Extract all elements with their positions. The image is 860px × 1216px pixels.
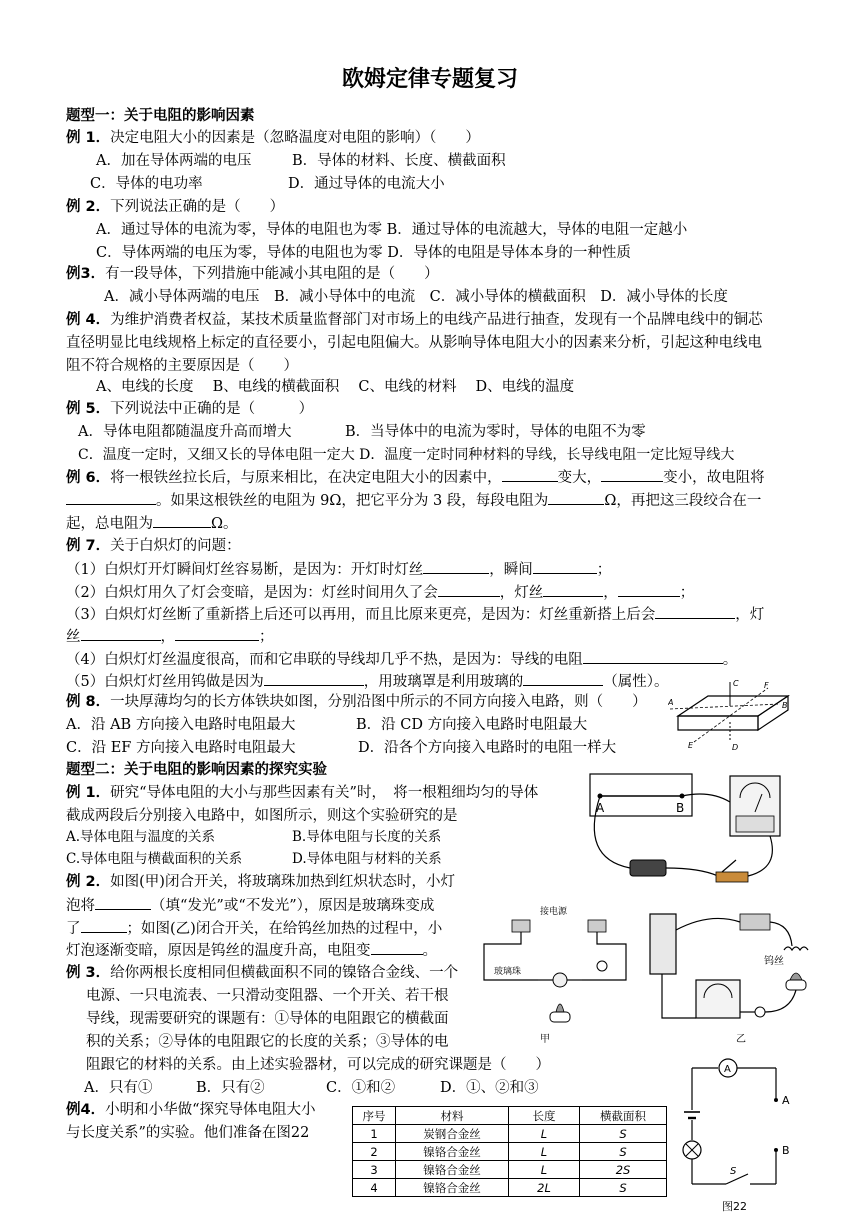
question-text: 了	[66, 921, 81, 937]
option-cd: C．温度一定时，又细又长的导体电阻一定大 D．温度一定时同种材料的导线，长导线电阻一定比短导线大	[78, 447, 735, 463]
question-text: ，	[603, 585, 618, 601]
experiment-1-line-2: 截成两段后分别接入电路中，如图所示，则这个实验研究的是	[66, 808, 458, 824]
question-5	[66, 399, 313, 419]
question-label: 例 2．	[66, 874, 111, 890]
option-d: D.导体电阻与材料的关系	[292, 851, 442, 867]
answer-blank[interactable]	[601, 467, 663, 482]
question-4-line-1	[66, 310, 763, 330]
experiment-1-line-1	[66, 783, 538, 803]
sub-question-2	[66, 582, 694, 603]
experiment-4-line-1	[66, 1100, 316, 1120]
question-1	[66, 128, 480, 148]
answer-blank[interactable]	[533, 559, 597, 574]
option-b: B．沿 CD 方向接入电路时电阻最大	[356, 717, 588, 733]
alcohol-lamp	[550, 1012, 570, 1022]
table-cell: 镍铬合金丝	[396, 1179, 509, 1197]
question-label: 例3．	[66, 266, 106, 282]
option-b: B．当导体中的电流为零时，导体的电阻不为零	[345, 424, 646, 440]
option-a: A.导体电阻与温度的关系	[66, 829, 216, 845]
option-c: C．沿 EF 方向接入电路时电阻最大	[66, 740, 296, 756]
question-text: ，瞬间	[489, 562, 533, 578]
option-cd: C．导体两端的电压为零，导体的电阻也为零 D．导体的电阻是导体本身的一种性质	[96, 245, 631, 261]
sub-question-1	[66, 559, 611, 580]
circuit-diagram-22	[676, 1056, 796, 1216]
switch	[716, 872, 748, 882]
option-b: B.导体电阻与长度的关系	[292, 829, 442, 845]
flame	[556, 1004, 564, 1012]
fig-label: E	[688, 741, 694, 750]
question-text: 。	[422, 943, 437, 959]
fig-label: B	[782, 701, 788, 710]
bulb	[597, 961, 607, 971]
option-c: C．导体的电功率	[90, 176, 203, 192]
table-cell: S	[580, 1125, 667, 1143]
wire	[662, 974, 696, 1018]
ammeter	[696, 980, 740, 1018]
wire	[765, 990, 796, 1012]
switch-label: S	[730, 1166, 737, 1177]
table-cell: 4	[353, 1179, 396, 1197]
table-cell: L	[509, 1161, 580, 1179]
question-label: 例 8．	[66, 694, 111, 710]
question-text: 将一根铁丝拉长后，与原来相比，在决定电阻大小的因素中，	[110, 470, 502, 486]
question-text: ；	[259, 629, 274, 645]
answer-blank[interactable]	[81, 918, 127, 933]
question-text: （填“发光”或“不发光”），原因是玻璃珠变成	[151, 898, 435, 914]
question-text: 变小，故电阻将	[663, 470, 765, 486]
fig-label-b: B	[676, 801, 685, 815]
table-row	[353, 1143, 667, 1161]
column-header: 序号	[353, 1107, 396, 1125]
question-text: 变大，	[557, 470, 602, 486]
question-label: 例 7．	[66, 538, 111, 554]
answer-blank[interactable]	[175, 626, 259, 641]
question-text: ；	[679, 585, 695, 601]
ammeter-base	[736, 816, 774, 832]
fig-label: C	[733, 679, 739, 688]
experiment-3-line-4: 积的关系；②导体的电阻跟它的长度的关系；③导体的电	[86, 1034, 449, 1050]
table-cell: 镍铬合金丝	[396, 1143, 509, 1161]
answer-blank[interactable]	[543, 582, 603, 597]
option-c: C.导体电阻与横截面积的关系	[66, 851, 243, 867]
question-6-line-1	[66, 467, 765, 488]
fig-caption: 甲	[540, 1034, 550, 1045]
block-front-face	[678, 716, 758, 730]
table-cell: 2L	[509, 1179, 580, 1197]
block-top-face	[678, 696, 788, 716]
fig-label: A	[668, 698, 674, 707]
tungsten-wire-figure	[640, 900, 820, 1050]
option-d: D．通过导体的电流大小	[288, 176, 445, 192]
answer-blank[interactable]	[583, 649, 723, 664]
experiment-3-line-1	[66, 963, 458, 983]
question-stem: 下列说法中正确的是（ ）	[110, 401, 314, 417]
bulb	[755, 1007, 765, 1017]
question-text: （属性）。	[603, 674, 669, 690]
question-8	[66, 692, 647, 712]
question-label: 例 4．	[66, 312, 111, 328]
wire	[666, 868, 718, 876]
table-cell: 镍铬合金丝	[396, 1161, 509, 1179]
answer-blank[interactable]	[371, 940, 423, 955]
terminal-a-label: A	[782, 1094, 790, 1107]
figure-caption: 图22	[722, 1200, 747, 1213]
experiment-3-line-2: 电源、一只电流表、一只滑动变阻器、一个开关、若干根	[86, 988, 449, 1004]
experiment-4-line-2: 与长度关系”的实验。他们准备在图22	[66, 1125, 310, 1141]
question-text: 给你两根长度相同但横截面积不同的镍铬合金线、一个	[110, 965, 459, 981]
question-text: （1）白炽灯开灯瞬间灯丝容易断，是因为：开灯时灯丝	[66, 562, 424, 578]
question-stem: 关于白炽灯的问题：	[110, 538, 241, 554]
option-b: B．只有②	[196, 1080, 265, 1096]
experiment-3-line-5: 阻跟它的材料的关系。由上述实验器材，可以完成的研究课题是（ ）	[86, 1057, 550, 1073]
option-a: A．只有①	[84, 1080, 153, 1096]
question-text: ，灯丝	[499, 585, 544, 601]
option-a: A．加在导体两端的电压	[96, 153, 252, 169]
answer-blank[interactable]	[655, 604, 735, 619]
table-cell: 2S	[580, 1161, 667, 1179]
question-text: 。	[722, 652, 738, 668]
ammeter-label: A	[724, 1064, 731, 1075]
table-cell: S	[580, 1143, 667, 1161]
question-text: Ω，再把这三段绞合在一	[604, 493, 762, 509]
question-label: 例 1．	[66, 130, 111, 146]
question-label: 例4．	[66, 1102, 106, 1118]
answer-blank[interactable]	[153, 513, 211, 528]
question-text: ，灯	[735, 607, 765, 623]
sub-question-3	[66, 604, 764, 625]
section-heading-2: 题型二：关于电阻的影响因素的探究实验	[66, 762, 327, 778]
power-terminal	[588, 920, 606, 932]
terminal-b-label: B	[782, 1144, 790, 1157]
question-2	[66, 197, 284, 217]
options: A、电线的长度 B、电线的横截面积 C、电线的材料 D、电线的温度	[96, 379, 575, 395]
question-text: （3）白炽灯灯丝断了重新搭上后还可以再用，而且比原来更亮，是因为：灯丝重新搭上后会	[66, 607, 656, 623]
fig-label: 钨丝	[764, 956, 784, 967]
wire	[676, 918, 740, 930]
table-row	[353, 1125, 667, 1143]
question-6-line-2	[66, 490, 761, 511]
glass-bead	[553, 973, 567, 987]
switch	[740, 914, 770, 930]
question-text: （5）白炽灯灯丝用钨做是因为	[66, 674, 264, 690]
question-text: 丝	[66, 629, 81, 645]
question-stem: 有一段导体，下列措施中能减小其电阻的是（ ）	[105, 266, 439, 282]
table-cell: 1	[353, 1125, 396, 1143]
question-text: 小明和小华做“探究导体电阻大小	[105, 1102, 316, 1118]
question-3	[66, 264, 439, 284]
iron-block-figure	[668, 676, 792, 752]
question-text: ；如图(乙)闭合开关，在给钨丝加热的过程中，小	[126, 921, 443, 937]
sub-question-3-cont	[66, 626, 274, 647]
wire	[748, 836, 772, 876]
option-d: D．①、②和③	[440, 1080, 539, 1096]
power-supply	[650, 914, 676, 974]
fig-label: 玻璃珠	[494, 967, 522, 977]
question-text: ，用玻璃罩是利用玻璃的	[363, 674, 524, 690]
question-text: 如图(甲)闭合开关，将玻璃珠加热到红炽状态时，小灯	[110, 874, 455, 890]
question-text: 起，总电阻为	[66, 516, 153, 532]
question-text: 为维护消费者权益，某技术质量监督部门对市场上的电线产品进行抽查，发现有一个品牌电线中的铜芯	[110, 312, 763, 328]
table-cell: 2	[353, 1143, 396, 1161]
wire	[582, 932, 626, 980]
question-label: 例 2．	[66, 199, 111, 215]
sub-question-4	[66, 649, 737, 670]
experiment-2-line-3	[66, 918, 442, 939]
answer-blank[interactable]	[66, 490, 156, 505]
answer-blank[interactable]	[95, 895, 151, 910]
experiment-3-line-3: 导线，现需要研究的课题有：①导体的电阻跟它的横截面	[86, 1011, 449, 1027]
question-label: 例 6．	[66, 470, 111, 486]
question-text: （4）白炽灯灯丝温度很高，而和它串联的导线却几乎不热，是因为：导线的电阻	[66, 652, 583, 668]
experiment-2-line-1	[66, 872, 455, 892]
option-d: D．沿各个方向接入电路时的电阻一样大	[358, 740, 617, 756]
answer-blank[interactable]	[423, 559, 489, 574]
table-cell: L	[509, 1125, 580, 1143]
question-label: 例 5．	[66, 401, 111, 417]
terminal-b	[774, 1148, 778, 1152]
table-cell: 炭钢合金丝	[396, 1125, 509, 1143]
table-cell: L	[509, 1143, 580, 1161]
answer-blank[interactable]	[618, 582, 680, 597]
question-text: ，	[160, 629, 175, 645]
answer-blank[interactable]	[438, 582, 500, 597]
question-text: 。如果这根铁丝的电阻为 9Ω，把它平分为 3 段，每段电阻为	[156, 493, 549, 509]
question-7	[66, 536, 241, 556]
experiment-2-line-2	[66, 895, 434, 916]
question-text: 研究“导体电阻的大小与那些因素有关”时， 将一根粗细均匀的导体	[110, 785, 539, 801]
table-header-row	[353, 1107, 667, 1125]
terminal-a	[774, 1098, 778, 1102]
question-label: 例 3．	[66, 965, 111, 981]
fig-label-a: A	[596, 801, 605, 815]
question-stem: 一块厚薄均匀的长方体铁块如图，分别沿图中所示的不同方向接入电路，则（ ）	[110, 694, 647, 710]
table-row	[353, 1161, 667, 1179]
option-c: C．①和②	[326, 1080, 396, 1096]
option-b: B．导体的材料、长度、横截面积	[292, 153, 506, 169]
question-6-line-3	[66, 513, 238, 534]
question-text: 灯泡逐渐变暗，原因是钨丝的温度升高，电阻变	[66, 943, 371, 959]
fig-label: D	[732, 743, 739, 752]
page-title: 欧姆定律专题复习	[341, 67, 518, 92]
table-cell: S	[580, 1179, 667, 1197]
answer-blank[interactable]	[523, 671, 603, 686]
table-cell: 3	[353, 1161, 396, 1179]
sub-question-5	[66, 671, 668, 692]
column-header: 材料	[396, 1107, 509, 1125]
materials-table	[352, 1106, 667, 1197]
fig-label: 接电源	[540, 907, 568, 917]
section-heading-1: 题型一：关于电阻的影响因素	[66, 108, 255, 124]
switch-lever	[722, 860, 736, 872]
question-text: Ω。	[211, 516, 238, 532]
option-a: A．导体电阻都随温度升高而增大	[78, 424, 292, 440]
fig-label: F	[764, 681, 769, 690]
power-terminal	[512, 920, 530, 932]
answer-blank[interactable]	[548, 490, 604, 505]
experiment-2-line-4	[66, 940, 437, 961]
question-text: （2）白炽灯用久了灯会变暗，是因为：灯丝时间用久了会	[66, 585, 438, 601]
answer-blank[interactable]	[81, 626, 161, 641]
question-stem: 决定电阻大小的因素是（忽略温度对电阻的影响）（ ）	[110, 130, 480, 146]
flame	[790, 973, 802, 980]
question-label: 例 1．	[66, 785, 111, 801]
answer-blank[interactable]	[502, 467, 558, 482]
question-4-line-2: 直径明显比电线规格上标定的直径要小，引起电阻偏大。从影响导体电阻大小的因素来分析，引起这种电线电	[66, 335, 762, 351]
option-ab: A．通过导体的电流为零，导体的电阻也为零 B．通过导体的电流越大，导体的电阻一定越小	[96, 222, 688, 238]
options: A．减小导体两端的电压 B．减小导体中的电流 C．减小导体的横截面积 D．减小导体的长度	[104, 289, 728, 305]
conductor-circuit-figure	[570, 768, 790, 898]
answer-blank[interactable]	[264, 671, 364, 686]
column-header: 长度	[509, 1107, 580, 1125]
tungsten-coil	[784, 947, 808, 950]
question-stem: 下列说法正确的是（ ）	[110, 199, 285, 215]
battery	[630, 860, 666, 876]
alcohol-lamp	[786, 980, 806, 990]
wire	[770, 922, 792, 946]
glass-bead-figure	[478, 900, 640, 1046]
table-row	[353, 1179, 667, 1197]
option-a: A．沿 AB 方向接入电路时电阻最大	[66, 717, 296, 733]
direction-ab-line	[670, 704, 780, 709]
question-text: 泡将	[66, 898, 95, 914]
fig-caption: 乙	[736, 1034, 746, 1045]
question-text: ；	[596, 562, 612, 578]
question-4-line-3: 阻不符合规格的主要原因是（ ）	[66, 358, 298, 374]
column-header: 横截面积	[580, 1107, 667, 1125]
